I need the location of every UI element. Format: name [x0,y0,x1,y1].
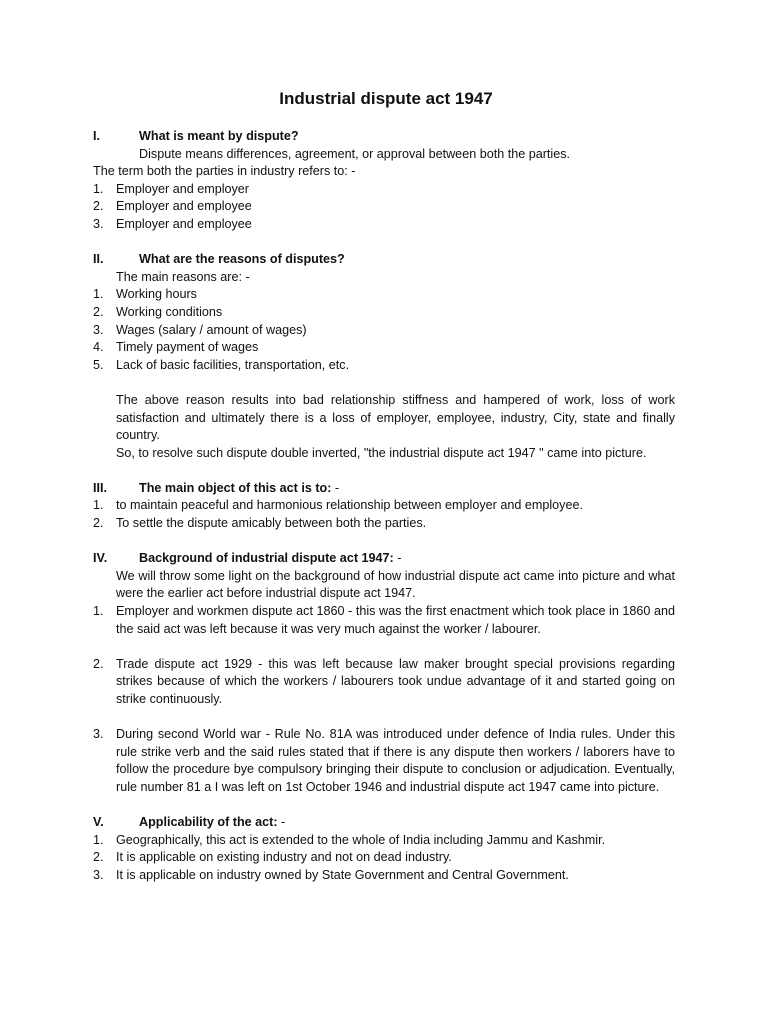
list-item: 2. Trade dispute act 1929 - this was left because law maker brought special provisions regarding strikes because of which the workers / labourers took undue advantage of it and started going on strike continuously. [93,656,675,706]
section-1-heading [93,128,675,146]
reasons-list [93,286,675,374]
section-title: Background of industrial dispute act 1947: [139,551,394,566]
list-item: 4. Timely payment of wages [93,340,259,355]
section-title: What is meant by dispute? [139,129,299,143]
list-item: 3. Employer and employee [93,216,252,231]
list-item: 3. During second World war - Rule No. 81A was introduced under defence of India rules. Under this rule strike verb and the said rules stated that if there is any dispute then workers / laborers have to follow the procedure bye compulsory bringing their dispute to conclusion or adjudication. Eventually, rule number 81 a I was left on 1st October 1946 and industrial dispute act 1947 came into picture. [93,727,675,794]
background-intro: We will throw some light on the background of how industrial dispute act came into picture and what were the earlier act before industrial dispute act 1947. [116,568,675,601]
section-number: IV. [93,551,108,566]
section-number: V. [93,815,104,830]
objects-list [93,497,675,532]
list-item: 1. Geographically, this act is extended to the whole of India including Jammu and Kashmir. [93,832,606,847]
dispute-definition: Dispute means differences, agreement, or approval between both the parties. [139,146,571,161]
section-4-heading [93,550,675,568]
reasons-intro: The main reasons are: - [116,269,250,284]
list-item: 3. Wages (salary / amount of wages) [93,322,307,337]
list-item: 2. Working conditions [93,304,223,319]
list-item: 1. Working hours [93,287,197,302]
list-item: 1. Employer and employer [93,181,249,196]
document-title: Industrial dispute act 1947 [279,89,493,108]
section-3-heading [93,480,675,498]
section-title: What are the reasons of disputes? [139,252,345,267]
section-2-heading [93,251,675,269]
list-item: 1. Employer and workmen dispute act 1860 - this was the first enactment which took place in 1860 and the said act was left because it was very much against the worker / labourer. [93,604,675,636]
section-title: Applicability of the act: [139,815,278,830]
section-title-suffix: - [277,815,286,830]
section-title-suffix: - [393,551,402,566]
section-number: III. [93,480,107,495]
section-5-heading [93,814,675,832]
parties-intro: The term both the parties in industry refers to: - [93,164,356,179]
list-item: 3. It is applicable on industry owned by State Government and Central Government. [93,867,569,882]
resolution-paragraph: So, to resolve such dispute double inverted, "the industrial dispute act 1947 " came into picture. [116,445,647,460]
parties-list [93,181,675,234]
list-item: 2. Employer and employee [93,199,252,214]
list-item: 5. Lack of basic facilities, transportation, etc. [93,357,350,372]
section-number: I. [93,129,100,143]
section-title-suffix: - [331,480,340,495]
section-number: II. [93,252,104,267]
document-body [93,88,675,885]
list-item: 2. It is applicable on existing industry and not on dead industry. [93,850,452,865]
list-item: 2. To settle the dispute amicably between both the parties. [93,516,427,531]
section-title: The main object of this act is to: [139,480,332,495]
background-list [93,603,675,797]
consequence-paragraph: The above reason results into bad relationship stiffness and hampered of work, loss of work satisfaction and ultimately there is a loss of employer, employee, industry, City, state and finally country. [116,392,675,443]
list-item: 1. to maintain peaceful and harmonious relationship between employer and employee. [93,498,583,513]
applicability-list [93,832,675,885]
